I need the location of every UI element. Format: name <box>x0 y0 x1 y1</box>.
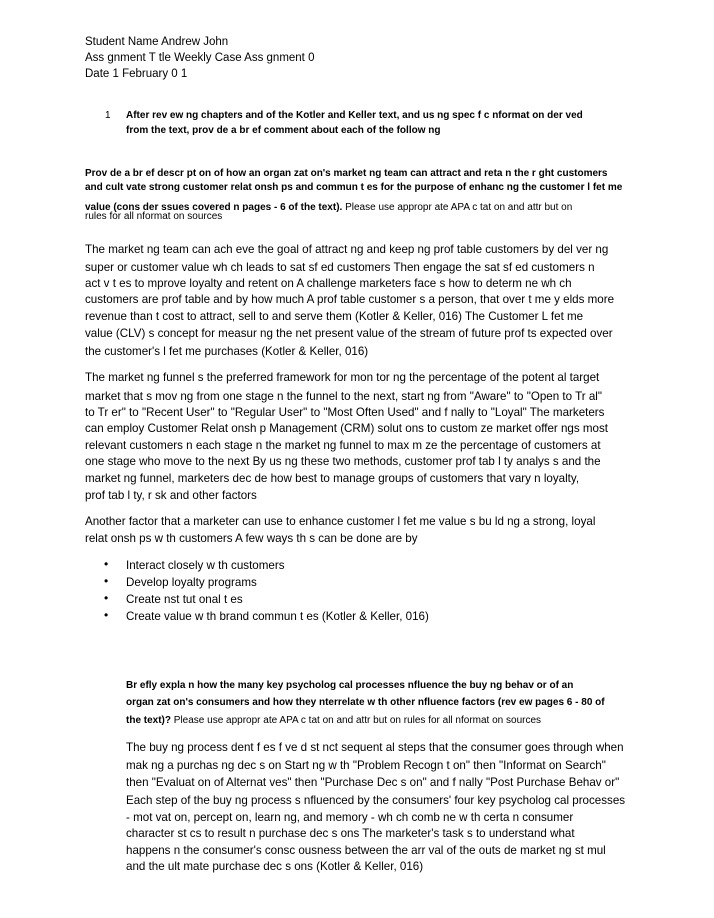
para2-line: can employ Customer Relat onsh p Management (CRM) solut ons to custom ze market offer ngs most <box>85 422 609 435</box>
prompt2-line-3 <box>126 710 541 728</box>
prompt1-line-3-normal: Please use appropr ate APA c tat on and attr but on <box>342 202 573 213</box>
assignment-title: Ass gnment T tle Weekly Case Ass gnment 0 <box>85 52 315 64</box>
para2-line: prof tab l ty, r sk and other factors <box>85 489 257 502</box>
prompt1-line-4: rules for all nformat on sources <box>85 211 223 222</box>
bullet-dot: • <box>104 608 109 622</box>
para2-line: market ng funnel, marketers dec de how best to manage groups of customers that vary n loyalty, <box>85 472 580 485</box>
para4-line: then "Evaluat on of Alternat ves" then "Purchase Dec s on" and f nally "Post Purchase Behav or" <box>126 776 620 789</box>
para2-line: The market ng funnel s the preferred framework for mon tor ng the percentage of the potent al target <box>85 371 600 384</box>
para1-line: act v t es to mprove loyalty and retent on A challenge marketers face s how to determ ne wh ch <box>85 277 572 290</box>
para3-line: Another factor that a marketer can use to enhance customer l fet me value s bu ld ng a strong, loyal <box>85 515 596 528</box>
para2-line: relevant customers n each stage n the market ng funnel to max m ze the percentage of customers at <box>85 439 601 452</box>
question-line-2: from the text, prov de a br ef comment about each of the follow ng <box>126 125 441 136</box>
para2-line: one stage who move to the next By us ng these two methods, customer prof tab l ty analys s and the <box>85 455 601 468</box>
para4-line: happens n the consumer's consc ousness between the arr val of the outs de market ng st mul <box>126 844 606 857</box>
bullet-item: Create nst tut onal t es <box>126 593 243 606</box>
para3-line: relat onsh ps w th customers A few ways th s can be done are by <box>85 532 418 545</box>
para1-line: The market ng team can ach eve the goal of attract ng and keep ng prof table customers by del ver ng <box>85 243 609 256</box>
para1-line: super or customer value wh ch leads to sat sf ed customers Then engage the sat sf ed customers n <box>85 261 595 274</box>
para4-line: Each step of the buy ng process s nfluenced by the consumers' four key psycholog cal processes <box>126 794 626 807</box>
para1-line: customers are prof table and by how much A prof table customer s a person, that over t me y elds more <box>85 293 615 306</box>
bullet-dot: • <box>104 574 109 588</box>
bullet-item: Interact closely w th customers <box>126 559 285 572</box>
question-line-1: After rev ew ng chapters and of the Kotler and Keller text, and us ng spec f c nformat on der ved <box>126 110 583 121</box>
prompt1-line-2: and cult vate strong customer relat onsh ps and commun t es for the purpose of enhanc ng the customer l fet me <box>85 182 623 193</box>
student-name: Student Name Andrew John <box>85 36 229 48</box>
prompt1-line-3-bold: value (cons der ssues covered n pages - 6 of the text). <box>85 202 343 213</box>
bullet-item: Create value w th brand commun t es (Kotler & Keller, 016) <box>126 610 429 623</box>
prompt1-line-1: Prov de a br ef descr pt on of how an organ zat on's market ng team can attract and reta n the r ght customers <box>85 168 608 179</box>
bullet-item: Develop loyalty programs <box>126 576 257 589</box>
bullet-dot: • <box>104 591 109 605</box>
para4-line: - mot vat on, percept on, learn ng, and memory - wh ch comb ne w th certa n consumer <box>126 811 574 824</box>
para1-line: value (CLV) s concept for measur ng the net present value of the stream of future prof ts expected over <box>85 327 613 340</box>
para1-line: revenue than t cost to attract, sell to and serve them (Kotler & Keller, 016) The Customer L fet me <box>85 310 584 323</box>
prompt2-line-1: Br efly expla n how the many key psycholog cal processes nfluence the buy ng behav or of an <box>126 680 574 691</box>
para4-line: The buy ng process dent f es f ve d st nct sequent al steps that the consumer goes through when <box>126 741 624 754</box>
prompt2-line-3-normal: Please use appropr ate APA c tat on and attr but on rules for all nformat on sources <box>171 715 542 726</box>
para4-line: character st cs to result n purchase dec s ons The marketer's task s to understand what <box>126 827 575 840</box>
para2-line: market that s mov ng from one stage n the funnel to the next, start ng from "Aware" to "Open to Tr al" <box>85 390 602 403</box>
prompt2-line-3-bold: the text)? <box>126 715 171 726</box>
para4-line: mak ng a purchas ng dec s on Start ng w th "Problem Recogn t on" then "Informat on Search" <box>126 759 606 772</box>
para4-line: and the ult mate purchase dec s ons (Kotler & Keller, 016) <box>126 860 424 873</box>
bullet-dot: • <box>104 557 109 571</box>
question-number: 1 <box>105 110 111 121</box>
para1-line: the customer's l fet me purchases (Kotler & Keller, 016) <box>85 345 369 358</box>
date-line: Date 1 February 0 1 <box>85 68 188 80</box>
prompt2-line-2: organ zat on's consumers and how they nterrelate w th other nfluence factors (rev ew pages 6 - 80 of <box>126 697 605 708</box>
para2-line: to Tr er" to "Recent User" to "Regular User" to "Most Often Used" and f nally to "Loyal" The marketers <box>85 406 605 419</box>
